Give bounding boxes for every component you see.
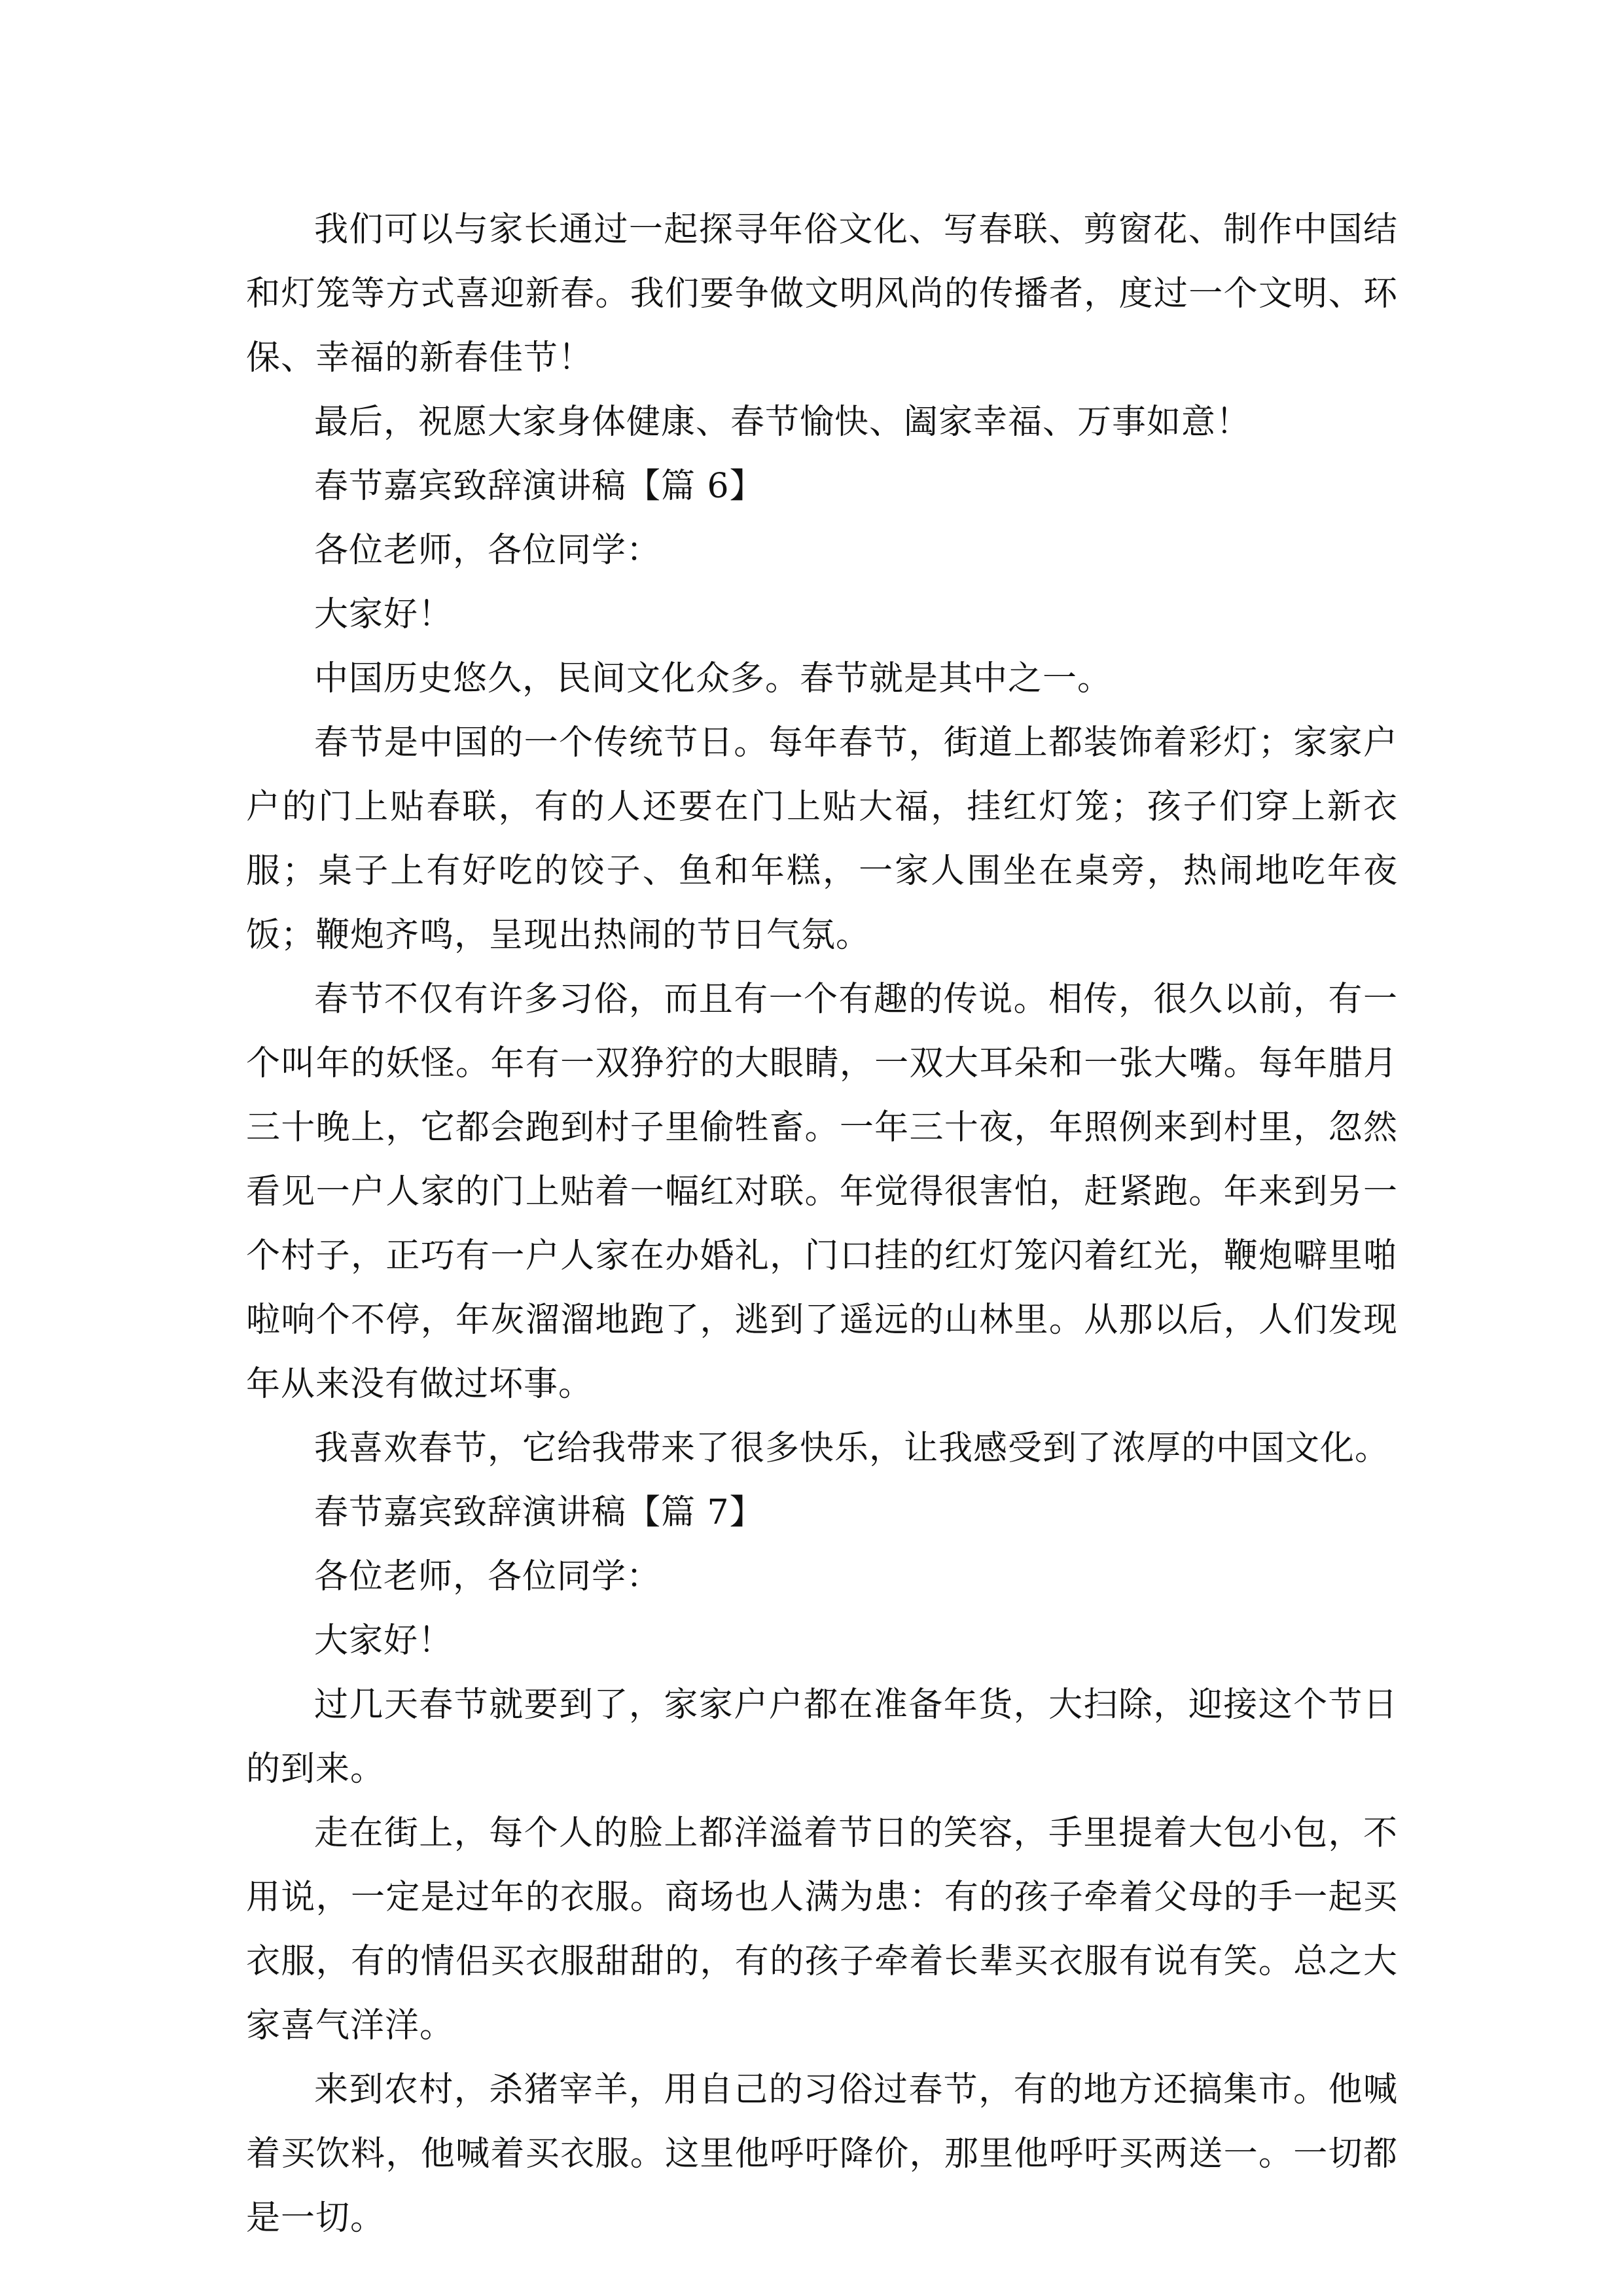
paragraph: 过几天春节就要到了，家家户户都在准备年货，大扫除，迎接这个节日的到来。 bbox=[246, 1685, 1398, 1789]
greeting: 大家好！ bbox=[314, 595, 454, 634]
greeting: 大家好！ bbox=[314, 1621, 454, 1660]
paragraph: 最后，祝愿大家身体健康、春节愉快、阖家幸福、万事如意！ bbox=[314, 403, 1251, 442]
paragraph: 中国历史悠久，民间文化众多。春节就是其中之一。 bbox=[314, 659, 1113, 698]
paragraph: 春节是中国的一个传统节日。每年春节，街道上都装饰着彩灯；家家户户的门上贴春联，有的人还要在门上贴大福，挂红灯笼；孩子们穿上新衣服；桌子上有好吃的饺子、鱼和年糕，一家人围坐在桌旁，热闹地吃年夜饭；鞭炮齐鸣，呈现出热闹的节日气氛。 bbox=[246, 723, 1398, 955]
salutation: 各位老师，各位同学： bbox=[314, 1557, 662, 1596]
salutation: 各位老师，各位同学： bbox=[314, 531, 662, 570]
paragraph: 来到农村，杀猪宰羊，用自己的习俗过春节，有的地方还搞集市。他喊着买饮料，他喊着买衣服。这里他呼吁降价，那里他呼吁买两送一。一切都是一切。 bbox=[246, 2070, 1398, 2238]
paragraph: 春节不仅有许多习俗，而且有一个有趣的传说。相传，很久以前，有一个叫年的妖怪。年有一双狰狞的大眼睛，一双大耳朵和一张大嘴。每年腊月三十晚上，它都会跑到村子里偷牲畜。一年三十夜，年照例来到村里，忽然看见一户人家的门上贴着一幅红对联。年觉得很害怕，赶紧跑。年来到另一个村子，正巧有一户人家在办婚礼，门口挂的红灯笼闪着红光，鞭炮噼里啪啦响个不停，年灰溜溜地跑了，逃到了遥远的山林里。从那以后，人们发现年从来没有做过坏事。 bbox=[246, 980, 1398, 1404]
paragraph: 走在街上，每个人的脸上都洋溢着节日的笑容，手里提着大包小包，不用说，一定是过年的衣服。商场也人满为患：有的孩子牵着父母的手一起买衣服，有的情侣买衣服甜甜的，有的孩子牵着长辈买衣服有说有笑。总之大家喜气洋洋。 bbox=[246, 1814, 1398, 2045]
section-heading: 春节嘉宾致辞演讲稿【篇 7】 bbox=[314, 1493, 764, 1532]
paragraph: 我喜欢春节，它给我带来了很多快乐，让我感受到了浓厚的中国文化。 bbox=[314, 1429, 1390, 1468]
document-body bbox=[246, 198, 1398, 2250]
paragraph: 我们可以与家长通过一起探寻年俗文化、写春联、剪窗花、制作中国结和灯笼等方式喜迎新春。我们要争做文明风尚的传播者，度过一个文明、环保、幸福的新春佳节！ bbox=[246, 210, 1398, 378]
section-heading: 春节嘉宾致辞演讲稿【篇 6】 bbox=[314, 467, 764, 506]
